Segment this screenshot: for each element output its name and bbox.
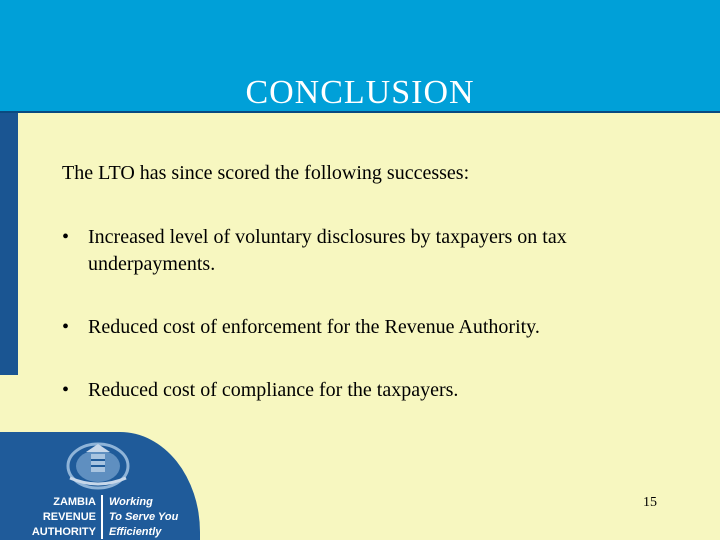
- slide-title: CONCLUSION: [245, 74, 475, 111]
- logo-tagline-line: Working: [109, 496, 153, 508]
- logo-org-line: REVENUE: [42, 511, 96, 523]
- logo-org-name: [18, 495, 96, 540]
- bullet-list: [62, 224, 662, 404]
- bullet-text: Reduced cost of enforcement for the Revenue Authority.: [88, 316, 540, 338]
- bullet-icon: •: [62, 316, 70, 338]
- logo-tagline-line: To Serve You: [109, 511, 179, 523]
- bullet-icon: •: [62, 226, 70, 248]
- bullet-icon: •: [62, 379, 70, 401]
- bullet-item: [62, 224, 662, 278]
- logo-tagline: [109, 495, 195, 540]
- coat-of-arms-emblem-icon: [60, 440, 136, 490]
- bullet-text: Increased level of voluntary disclosures by taxpayers on tax underpayments.: [88, 226, 567, 275]
- logo-org-line: ZAMBIA: [53, 496, 96, 508]
- bullet-text: Reduced cost of compliance for the taxpayers.: [88, 379, 459, 401]
- bullet-item: [62, 377, 662, 404]
- left-accent-stripe: [0, 113, 18, 375]
- logo-divider: [101, 495, 103, 539]
- logo-tagline-line: Efficiently: [109, 526, 162, 538]
- logo-org-line: AUTHORITY: [31, 526, 96, 538]
- slide-number: 15: [643, 495, 657, 510]
- bullet-item: [62, 314, 662, 341]
- title-bar: [0, 0, 720, 113]
- slide-content: [62, 160, 662, 440]
- intro-text: The LTO has since scored the following successes:: [62, 162, 470, 184]
